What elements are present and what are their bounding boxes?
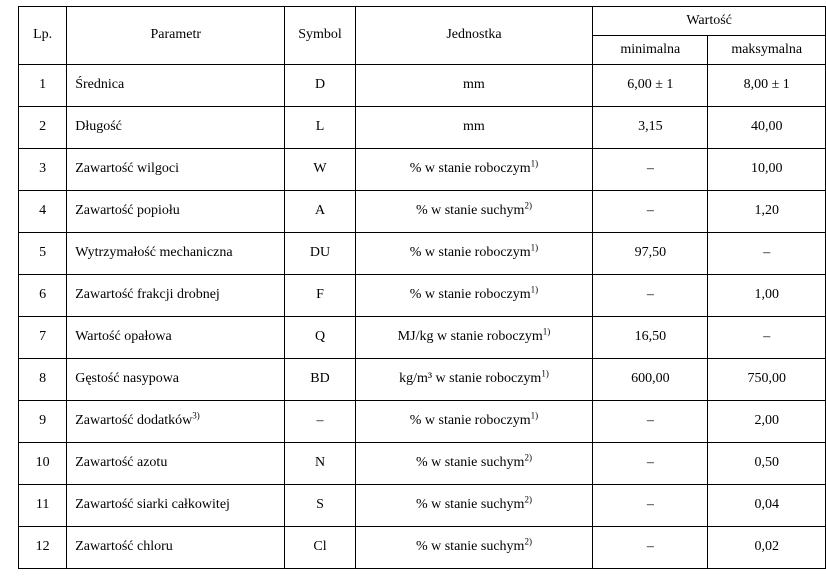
cell-parametr — [67, 401, 285, 443]
cell-parametr — [67, 233, 285, 275]
cell-jednostka — [355, 443, 593, 485]
cell-maksymalna-text: 8,00 ± 1 — [743, 77, 790, 93]
cell-lp-text: 9 — [39, 413, 47, 429]
cell-parametr-text: Zawartość wilgoci — [75, 161, 179, 177]
cell-jednostka-text: % w stanie suchym — [415, 455, 525, 471]
cell-lp-text: 1 — [39, 77, 47, 93]
cell-symbol — [285, 149, 355, 191]
cell-minimalna-text: 16,50 — [634, 329, 667, 345]
cell-lp-text: 2 — [39, 119, 47, 135]
cell-jednostka-text: MJ/kg w stanie roboczym — [397, 329, 543, 345]
cell-maksymalna — [708, 65, 826, 107]
cell-lp-text: 3 — [39, 161, 47, 177]
table-row — [19, 233, 826, 275]
cell-jednostka-text: mm — [463, 77, 485, 93]
cell-parametr-text: Średnica — [75, 77, 125, 93]
cell-jednostka-text: kg/m³ w stanie roboczym — [399, 371, 542, 387]
cell-maksymalna-text: – — [763, 245, 771, 261]
cell-minimalna-text: 6,00 ± 1 — [627, 77, 674, 93]
cell-maksymalna — [708, 275, 826, 317]
cell-symbol — [285, 107, 355, 149]
cell-symbol — [285, 359, 355, 401]
cell-symbol — [285, 275, 355, 317]
header-jednostka: Jednostka — [355, 7, 593, 65]
cell-minimalna-text: – — [646, 413, 654, 429]
cell-parametr-text: Zawartość popiołu — [75, 203, 180, 219]
cell-jednostka — [355, 107, 593, 149]
cell-parametr-text: Zawartość siarki całkowitej — [75, 497, 230, 513]
cell-jednostka — [355, 527, 593, 569]
header-wartosc: Wartość — [593, 7, 826, 36]
cell-jednostka — [355, 233, 593, 275]
cell-symbol — [285, 401, 355, 443]
cell-symbol — [285, 65, 355, 107]
cell-jednostka-text: % w stanie roboczym — [409, 287, 531, 303]
cell-symbol-text: S — [316, 497, 324, 513]
cell-lp — [19, 317, 67, 359]
table-row — [19, 485, 826, 527]
cell-maksymalna — [708, 359, 826, 401]
cell-parametr-text: Zawartość dodatków — [75, 413, 193, 429]
cell-jednostka-text: % w stanie suchym — [415, 539, 525, 555]
cell-symbol-text: – — [316, 413, 324, 429]
parameters-table — [18, 6, 826, 569]
cell-lp-text: 6 — [39, 287, 47, 303]
cell-minimalna-text: – — [646, 455, 654, 471]
cell-parametr — [67, 443, 285, 485]
cell-minimalna — [593, 107, 708, 149]
cell-jednostka — [355, 149, 593, 191]
cell-maksymalna — [708, 443, 826, 485]
cell-parametr-text: Długość — [75, 119, 122, 135]
cell-lp-text: 11 — [35, 497, 50, 513]
table-body — [19, 65, 826, 569]
cell-lp-text: 12 — [35, 539, 50, 555]
cell-symbol — [285, 443, 355, 485]
cell-symbol — [285, 527, 355, 569]
cell-symbol-text: Cl — [313, 539, 327, 555]
table-row — [19, 527, 826, 569]
cell-maksymalna — [708, 401, 826, 443]
header-lp: Lp. — [19, 7, 67, 65]
cell-lp — [19, 233, 67, 275]
cell-jednostka — [355, 317, 593, 359]
cell-maksymalna — [708, 317, 826, 359]
cell-symbol — [285, 191, 355, 233]
cell-lp — [19, 485, 67, 527]
cell-parametr — [67, 149, 285, 191]
cell-minimalna-text: – — [646, 497, 654, 513]
table-row — [19, 443, 826, 485]
cell-lp — [19, 275, 67, 317]
cell-minimalna — [593, 401, 708, 443]
cell-maksymalna — [708, 233, 826, 275]
cell-symbol-text: L — [315, 119, 325, 135]
cell-symbol-text: F — [316, 287, 324, 303]
cell-symbol — [285, 485, 355, 527]
cell-parametr — [67, 65, 285, 107]
table-row — [19, 191, 826, 233]
unit-footnote: 1) — [530, 158, 539, 169]
unit-footnote: 1) — [530, 410, 539, 421]
table-row — [19, 65, 826, 107]
unit-footnote: 1) — [530, 284, 539, 295]
cell-parametr — [67, 359, 285, 401]
cell-symbol-text: DU — [309, 245, 331, 261]
cell-symbol — [285, 317, 355, 359]
cell-minimalna-text: – — [646, 287, 654, 303]
cell-minimalna-text: – — [646, 203, 654, 219]
cell-symbol-text: A — [314, 203, 326, 219]
cell-lp — [19, 527, 67, 569]
header-row-1 — [19, 7, 826, 36]
unit-footnote: 2) — [524, 200, 532, 211]
cell-parametr — [67, 527, 285, 569]
cell-jednostka — [355, 275, 593, 317]
header-parametr: Parametr — [67, 7, 285, 65]
cell-jednostka-text: mm — [463, 119, 485, 135]
cell-maksymalna-text: 0,50 — [754, 455, 779, 471]
table-header — [19, 7, 826, 65]
unit-footnote: 2) — [524, 536, 532, 547]
cell-maksymalna-text: 1,00 — [754, 287, 779, 303]
unit-footnote: 2) — [524, 494, 532, 505]
cell-symbol-text: N — [314, 455, 326, 471]
cell-maksymalna — [708, 107, 826, 149]
cell-parametr — [67, 107, 285, 149]
header-symbol: Symbol — [285, 7, 355, 65]
cell-symbol — [285, 233, 355, 275]
table-row — [19, 107, 826, 149]
unit-footnote: 1) — [541, 368, 549, 379]
cell-parametr-text: Zawartość azotu — [75, 455, 168, 471]
cell-lp-text: 5 — [39, 245, 47, 261]
cell-minimalna — [593, 275, 708, 317]
cell-parametr-text: Wartość opałowa — [75, 329, 172, 345]
cell-minimalna — [593, 317, 708, 359]
cell-maksymalna-text: 0,04 — [754, 497, 779, 513]
cell-parametr-text: Gęstość nasypowa — [75, 371, 180, 387]
cell-parametr — [67, 317, 285, 359]
cell-maksymalna-text: – — [763, 329, 771, 345]
cell-minimalna — [593, 527, 708, 569]
cell-lp — [19, 191, 67, 233]
cell-jednostka-text: % w stanie roboczym — [409, 413, 531, 429]
cell-lp — [19, 443, 67, 485]
cell-minimalna-text: 3,15 — [638, 119, 663, 135]
cell-minimalna-text: 97,50 — [634, 245, 667, 261]
parametr-footnote: 3) — [192, 410, 200, 421]
cell-maksymalna-text: 1,20 — [754, 203, 779, 219]
cell-symbol-text: Q — [314, 329, 326, 345]
header-minimalna: minimalna — [593, 36, 708, 65]
cell-maksymalna-text: 750,00 — [747, 371, 786, 387]
cell-minimalna — [593, 443, 708, 485]
cell-jednostka-text: % w stanie suchym — [415, 497, 525, 513]
table-row — [19, 359, 826, 401]
cell-lp — [19, 65, 67, 107]
table-row — [19, 275, 826, 317]
cell-jednostka-text: % w stanie roboczym — [409, 245, 531, 261]
cell-jednostka — [355, 191, 593, 233]
cell-minimalna — [593, 485, 708, 527]
cell-maksymalna-text: 2,00 — [754, 413, 779, 429]
cell-jednostka — [355, 359, 593, 401]
cell-minimalna — [593, 359, 708, 401]
cell-lp — [19, 107, 67, 149]
cell-parametr — [67, 191, 285, 233]
table-row — [19, 401, 826, 443]
cell-maksymalna — [708, 527, 826, 569]
cell-jednostka — [355, 401, 593, 443]
cell-lp — [19, 359, 67, 401]
cell-jednostka — [355, 65, 593, 107]
cell-symbol-text: W — [313, 161, 327, 177]
cell-lp-text: 4 — [39, 203, 47, 219]
cell-maksymalna — [708, 485, 826, 527]
cell-parametr-text: Zawartość chloru — [75, 539, 173, 555]
cell-minimalna-text: 600,00 — [631, 371, 670, 387]
cell-parametr — [67, 275, 285, 317]
cell-lp-text: 10 — [35, 455, 50, 471]
cell-jednostka-text: % w stanie suchym — [415, 203, 525, 219]
cell-minimalna — [593, 191, 708, 233]
cell-minimalna — [593, 233, 708, 275]
cell-minimalna — [593, 65, 708, 107]
cell-minimalna-text: – — [646, 539, 654, 555]
cell-maksymalna-text: 40,00 — [750, 119, 783, 135]
cell-jednostka-text: % w stanie roboczym — [409, 161, 531, 177]
cell-lp — [19, 149, 67, 191]
cell-maksymalna-text: 0,02 — [754, 539, 779, 555]
table-row — [19, 149, 826, 191]
cell-parametr-text: Wytrzymałość mechaniczna — [75, 245, 233, 261]
header-maksymalna: maksymalna — [708, 36, 826, 65]
cell-parametr-text: Zawartość frakcji drobnej — [75, 287, 220, 303]
cell-maksymalna — [708, 191, 826, 233]
cell-minimalna-text: – — [646, 161, 654, 177]
cell-lp-text: 8 — [39, 371, 47, 387]
table-row — [19, 317, 826, 359]
cell-parametr — [67, 485, 285, 527]
cell-symbol-text: D — [314, 77, 326, 93]
cell-maksymalna-text: 10,00 — [750, 161, 783, 177]
cell-lp — [19, 401, 67, 443]
cell-jednostka — [355, 485, 593, 527]
cell-maksymalna — [708, 149, 826, 191]
cell-lp-text: 7 — [39, 329, 47, 345]
unit-footnote: 1) — [530, 242, 539, 253]
cell-minimalna — [593, 149, 708, 191]
unit-footnote: 1) — [542, 326, 551, 337]
unit-footnote: 2) — [524, 452, 532, 463]
cell-symbol-text: BD — [310, 371, 330, 387]
